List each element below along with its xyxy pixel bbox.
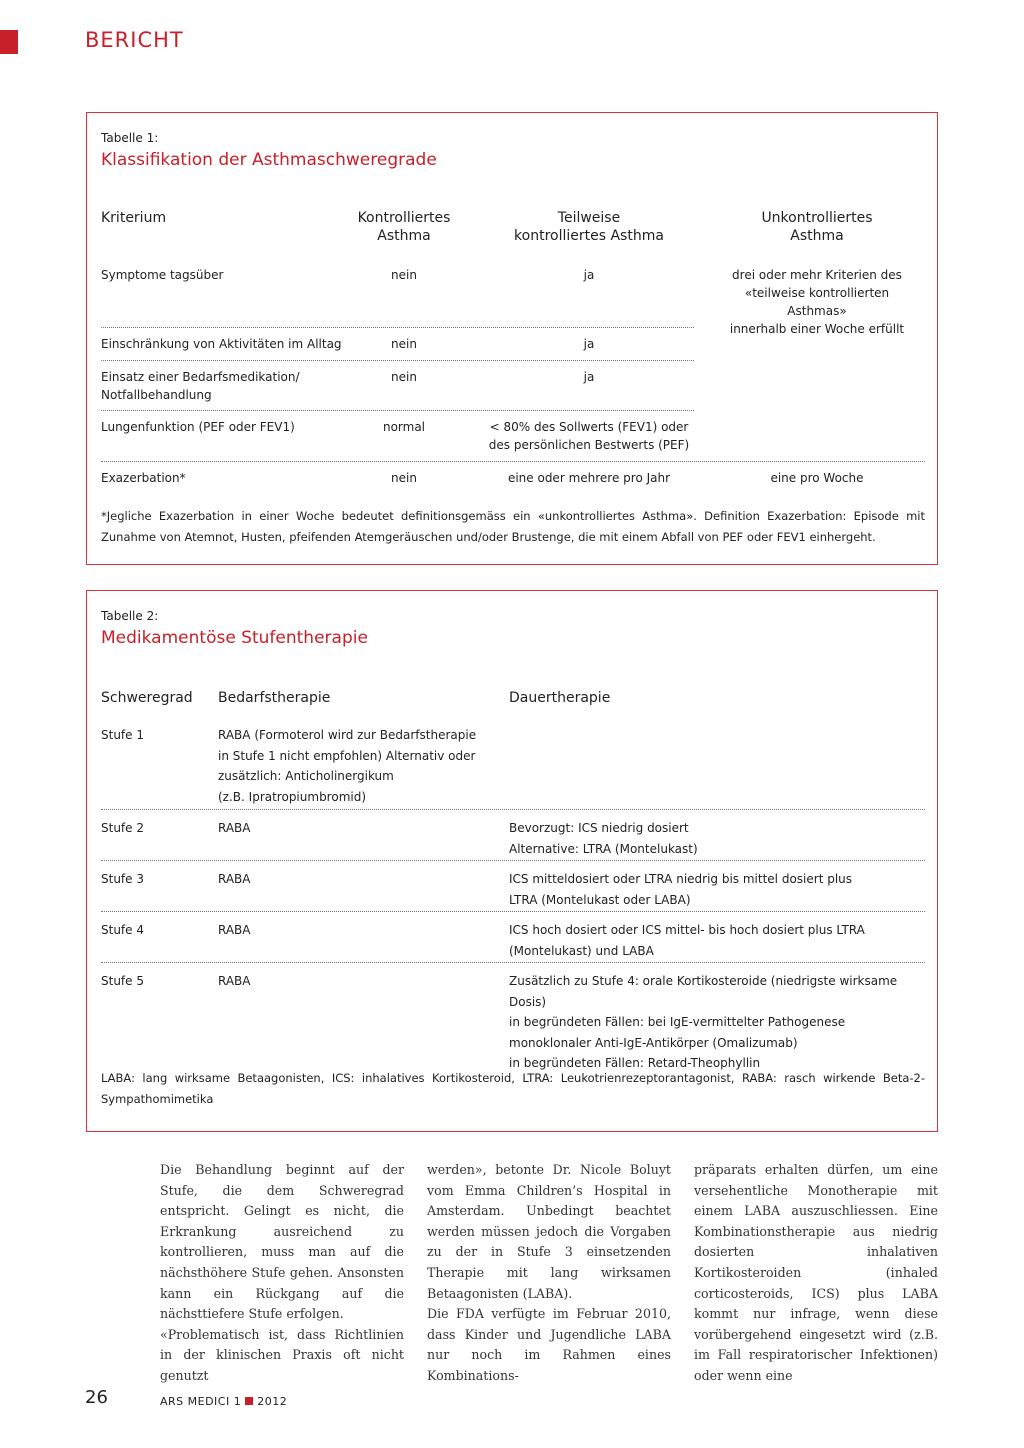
header-kontrolliert: Kontrolliertes Asthma [357, 210, 451, 244]
header-unkontrolliert: Unkontrolliertes Asthma [761, 210, 873, 244]
square-icon [245, 1397, 253, 1405]
table2-label: Tabelle 2: [101, 609, 159, 623]
table2-box [86, 590, 938, 1132]
magazine-footer [160, 1395, 287, 1408]
table2-footnote: LABA: lang wirksame Betaagonisten, ICS: inhalatives Kortikosteroid, LTRA: Leukotrienrezeptorantagonist, RABA: rasch wirkende Beta-2-Sympathomimetika [101, 1071, 925, 1106]
body-column-1 [160, 1160, 404, 1387]
header-kriterium: Kriterium [101, 210, 167, 226]
row-divider [101, 410, 694, 411]
unkontrolliert-symptoms-cell: drei oder mehr Kriterien des «teilweise kontrollierten Asthmas» innerhalb einer Woche erfüllt [729, 268, 905, 336]
paragraph: werden», betonte Dr. Nicole Boluyt vom Emma Children’s Hospital in Amsterdam. Unbedingt beachtet werden müssen jedoch die Vorgaben zu der in Stufe 3 einsetzenden Therapie mit lang wirksamen Betaagonisten (LABA). [427, 1162, 671, 1301]
table-cell: RABA [218, 974, 251, 988]
table-cell: ja [583, 337, 595, 351]
table-cell: eine oder mehrere pro Jahr [507, 471, 671, 485]
paragraph: präparats erhalten dürfen, um eine versehentliche Monotherapie mit einem LABA auszuschliessen. Eine Kombinationstherapie aus niedrig dosierten inhalativen Kortikosteroiden (inhaled corticosteroids, ICS) plus LABA kommt nur infrage, wenn diese vorübergehend eingesetzt wird (z.B. im Fall respiratorischer Infektionen) oder wenn eine [694, 1162, 938, 1383]
table1-label: Tabelle 1: [101, 131, 159, 145]
table-cell: < 80% des Sollwerts (FEV1) oder des persönlichen Bestwerts (PEF) [488, 420, 690, 452]
table1-footnote: *Jegliche Exazerbation in einer Woche bedeutet definitionsgemäss ein «unkontrolliertes Asthma». Definition Exazerbation: Episode mit Zunahme von Atemnot, Husten, pfeifenden Atemgeräuschen und/oder Brustenge, die mit einem Abfall von PEF oder FEV1 einhergeht. [101, 509, 925, 544]
table-cell: Stufe 5 [101, 974, 144, 988]
table-cell: Symptome tagsüber [101, 268, 224, 282]
table-cell: normal [382, 420, 426, 434]
table-cell: Stufe 1 [101, 728, 144, 742]
table-cell: ICS mitteldosiert oder LTRA niedrig bis mittel dosiert plus LTRA (Montelukast oder LABA) [509, 872, 853, 907]
table-cell: Stufe 4 [101, 923, 144, 937]
table-cell: Lungenfunktion (PEF oder FEV1) [101, 420, 295, 434]
table-cell: Zusätzlich zu Stufe 4: orale Kortikosteroide (niedrigste wirksame Dosis) in begründeten Fällen: bei IgE-vermittelter Pathogenese monoklonaler Anti-IgE-Antikörper (Omalizumab) in begründeten Fällen: Retard-Theophyllin [509, 974, 898, 1070]
table-cell: nein [391, 337, 417, 351]
magazine-year: 2012 [257, 1395, 288, 1408]
body-column-3 [694, 1160, 938, 1387]
table-cell: Stufe 2 [101, 821, 144, 835]
row-divider [101, 360, 694, 361]
row-divider [101, 461, 925, 462]
row-divider [101, 911, 925, 912]
row-divider [101, 962, 925, 963]
table-cell: RABA [218, 872, 251, 886]
header-bedarf: Bedarfstherapie [218, 690, 331, 706]
page-number: 26 [85, 1387, 108, 1408]
table1-box [86, 112, 938, 565]
header-dauer: Dauertherapie [509, 690, 611, 706]
row-divider [101, 809, 925, 810]
row-divider [101, 860, 925, 861]
header-teilweise: Teilweise kontrolliertes Asthma [514, 210, 664, 244]
table-cell: nein [391, 471, 417, 485]
table-cell: RABA [218, 821, 251, 835]
table-cell: ja [583, 268, 595, 282]
magazine-name: ARS MEDICI 1 [160, 1395, 242, 1408]
table-cell: eine pro Woche [770, 471, 864, 485]
body-column-2 [427, 1160, 671, 1387]
header-schweregrad: Schweregrad [101, 690, 193, 706]
table-cell: Stufe 3 [101, 872, 144, 886]
section-marker [0, 30, 18, 54]
table-cell: ja [583, 370, 595, 384]
table-cell: Bevorzugt: ICS niedrig dosiert Alternative: LTRA (Montelukast) [509, 821, 698, 856]
table-cell: nein [391, 268, 417, 282]
table-cell: RABA (Formoterol wird zur Bedarfstherapie in Stufe 1 nicht empfohlen) Alternativ oder zusätzlich: Anticholinergikum (z.B. Ipratropiumbromid) [218, 728, 477, 804]
paragraph: Die Behandlung beginnt auf der Stufe, die dem Schweregrad entspricht. Gelingt es nicht, die Erkrankung ausreichend zu kontrollieren, muss man auf die nächsthöhere Stufe gehen. Ansonsten kann ein Rückgang auf die nächsttiefere Stufe erfolgen. [160, 1162, 404, 1322]
table-cell: Exazerbation* [101, 471, 186, 485]
table-cell: ICS hoch dosiert oder ICS mittel- bis hoch dosiert plus LTRA (Montelukast) und LABA [509, 923, 865, 958]
row-divider [101, 327, 694, 328]
table2-title: Medikamentöse Stufentherapie [101, 628, 368, 648]
table1-title: Klassifikation der Asthmaschweregrade [101, 150, 437, 170]
table-cell: nein [391, 370, 417, 384]
table-cell: RABA [218, 923, 251, 937]
paragraph: Die FDA verfügte im Februar 2010, dass Kinder und Jugendliche LABA nur noch im Rahmen eines Kombinations- [427, 1306, 671, 1383]
table-cell: Einschränkung von Aktivitäten im Alltag [101, 337, 342, 351]
paragraph: «Problematisch ist, dass Richtlinien in der klinischen Praxis oft nicht genutzt [160, 1326, 404, 1383]
section-title: BERICHT [85, 28, 184, 52]
table-cell: Einsatz einer Bedarfsmedikation/ Notfallbehandlung [101, 370, 300, 402]
